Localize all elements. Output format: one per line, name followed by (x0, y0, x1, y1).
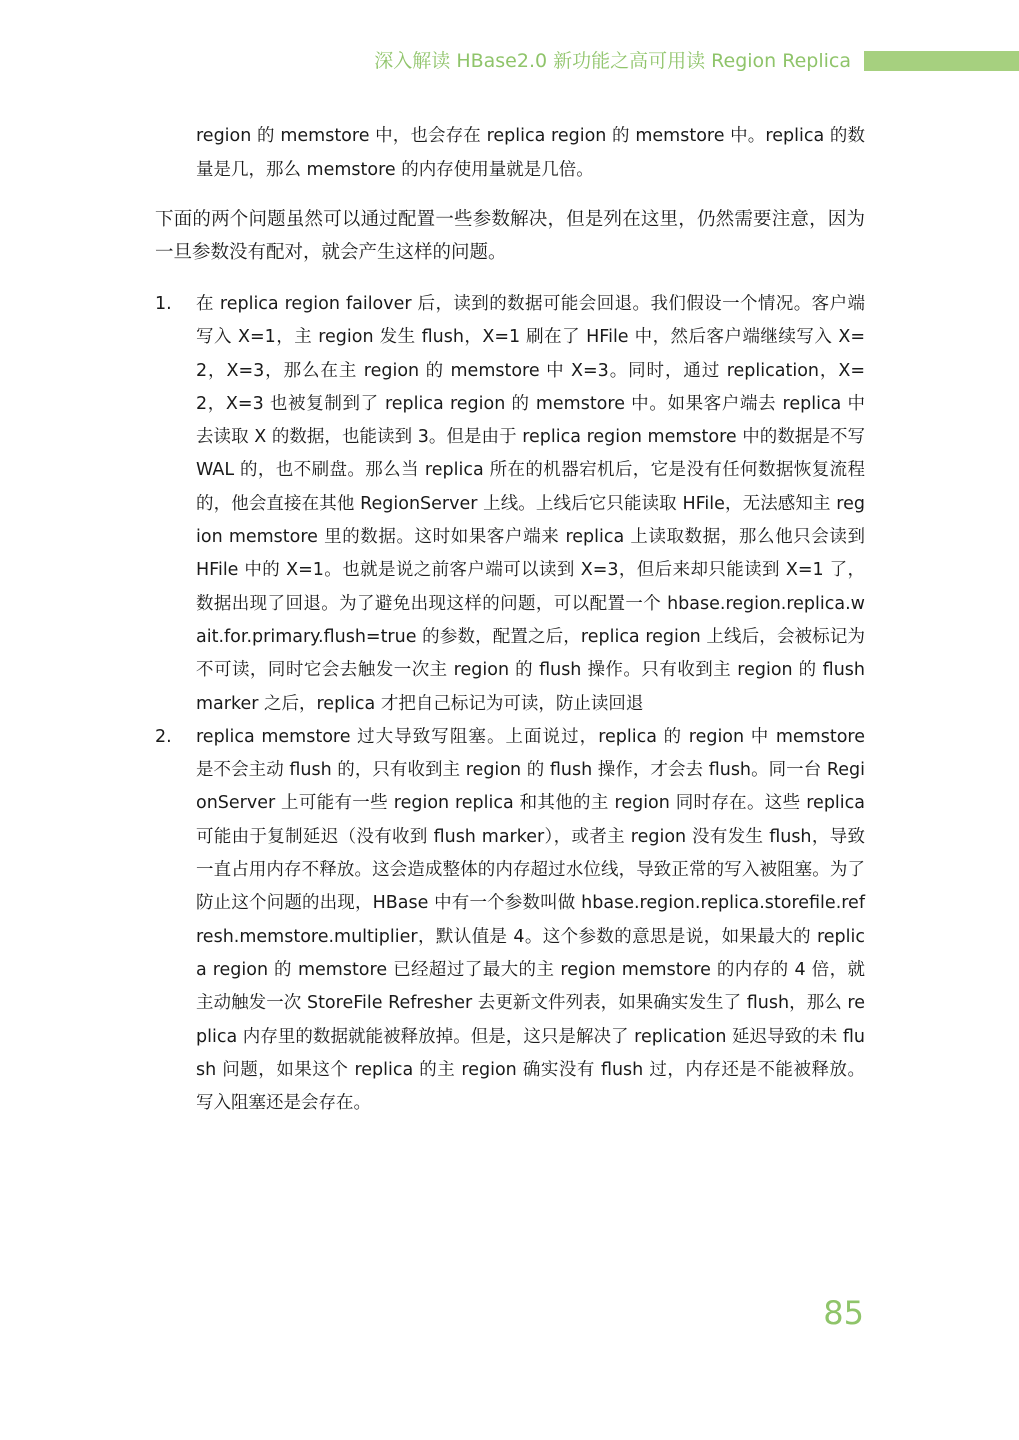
list-item-text: 在 replica region failover 后，读到的数据可能会回退。我们假设一个情况。客户端写入 X=1，主 region 发生 flush，X=1 刷在了 HFile 中，然后客户端继续写入 X=2，X=3，那么在主 region 的 memstore 中 X=3。同时，通过 replication，X=2，X=3 也被复制到了 replica region 的 memstore 中。如果客户端去 replica 中去读取 X 的数据，也能读到 3。但是由于 replica region memstore 中的数据是不写 WAL 的，也不刷盘。那么当 replica 所在的机器宕机后，它是没有任何数据恢复流程的，他会直接在其他 RegionServer 上线。上线后它只能读取 HFile，无法感知主 region memstore 里的数据。这时如果客户端来 replica 上读取数据，那么他只会读到 HFile 中的 X=1。也就是说之前客户端可以读到 X=3，但后来却只能读到 X=1 了，数据出现了回退。为了避免出现这样的问题，可以配置一个 hbase.region.replica.wait.for.primary.flush=true 的参数，配置之后，replica region 上线后，会被标记为不可读，同时它会去触发一次主 region 的 flush 操作。只有收到主 region 的 flush marker 之后，replica 才把自己标记为可读，防止读回退 (196, 294, 865, 714)
header-title: 深入解读 HBase2.0 新功能之高可用读 Region Replica (374, 50, 851, 72)
list-item-text: replica memstore 过大导致写阻塞。上面说过，replica 的 region 中 memstore 是不会主动 flush 的，只有收到主 region 的 flush 操作，才会去 flush。同一台 RegionServer 上可能有一些 region replica 和其他的主 region 同时存在。这些 replica 可能由于复制延迟（没有收到 flush marker），或者主 region 没有发生 flush，导致一直占用内存不释放。这会造成整体的内存超过水位线，导致正常的写入被阻塞。为了防止这个问题的出现，HBase 中有一个参数叫做 hbase.region.replica.storefile.refresh.memstore.multiplier，默认值是 4。这个参数的意思是说，如果最大的 replica region 的 memstore 已经超过了最大的主 region memstore 的内存的 4 倍，就主动触发一次 StoreFile Refresher 去更新文件列表，如果确实发生了 flush，那么 replica 内存里的数据就能被释放掉。但是，这只是解决了 replication 延迟导致的未 flush 问题，如果这个 replica 的主 region 确实没有 flush 过，内存还是不能被释放。写入阻塞还是会存在。 (196, 726, 865, 1114)
list-item (155, 288, 865, 721)
list-item (155, 721, 865, 1121)
page-body (155, 120, 865, 1120)
header-accent-bar (864, 51, 1019, 71)
page-number: 85 (823, 1294, 864, 1332)
list-item-number: 1. (155, 294, 172, 314)
continued-paragraph: region 的 memstore 中，也会存在 replica region 的 memstore 中。replica 的数量是几，那么 memstore 的内存使用量就是几倍。 (196, 126, 865, 180)
page-header (0, 48, 1019, 74)
lead-paragraph: 下面的两个问题虽然可以通过配置一些参数解决，但是列在这里，仍然需要注意，因为一旦参数没有配对，就会产生这样的问题。 (155, 209, 865, 263)
list-item-number: 2. (155, 726, 172, 747)
